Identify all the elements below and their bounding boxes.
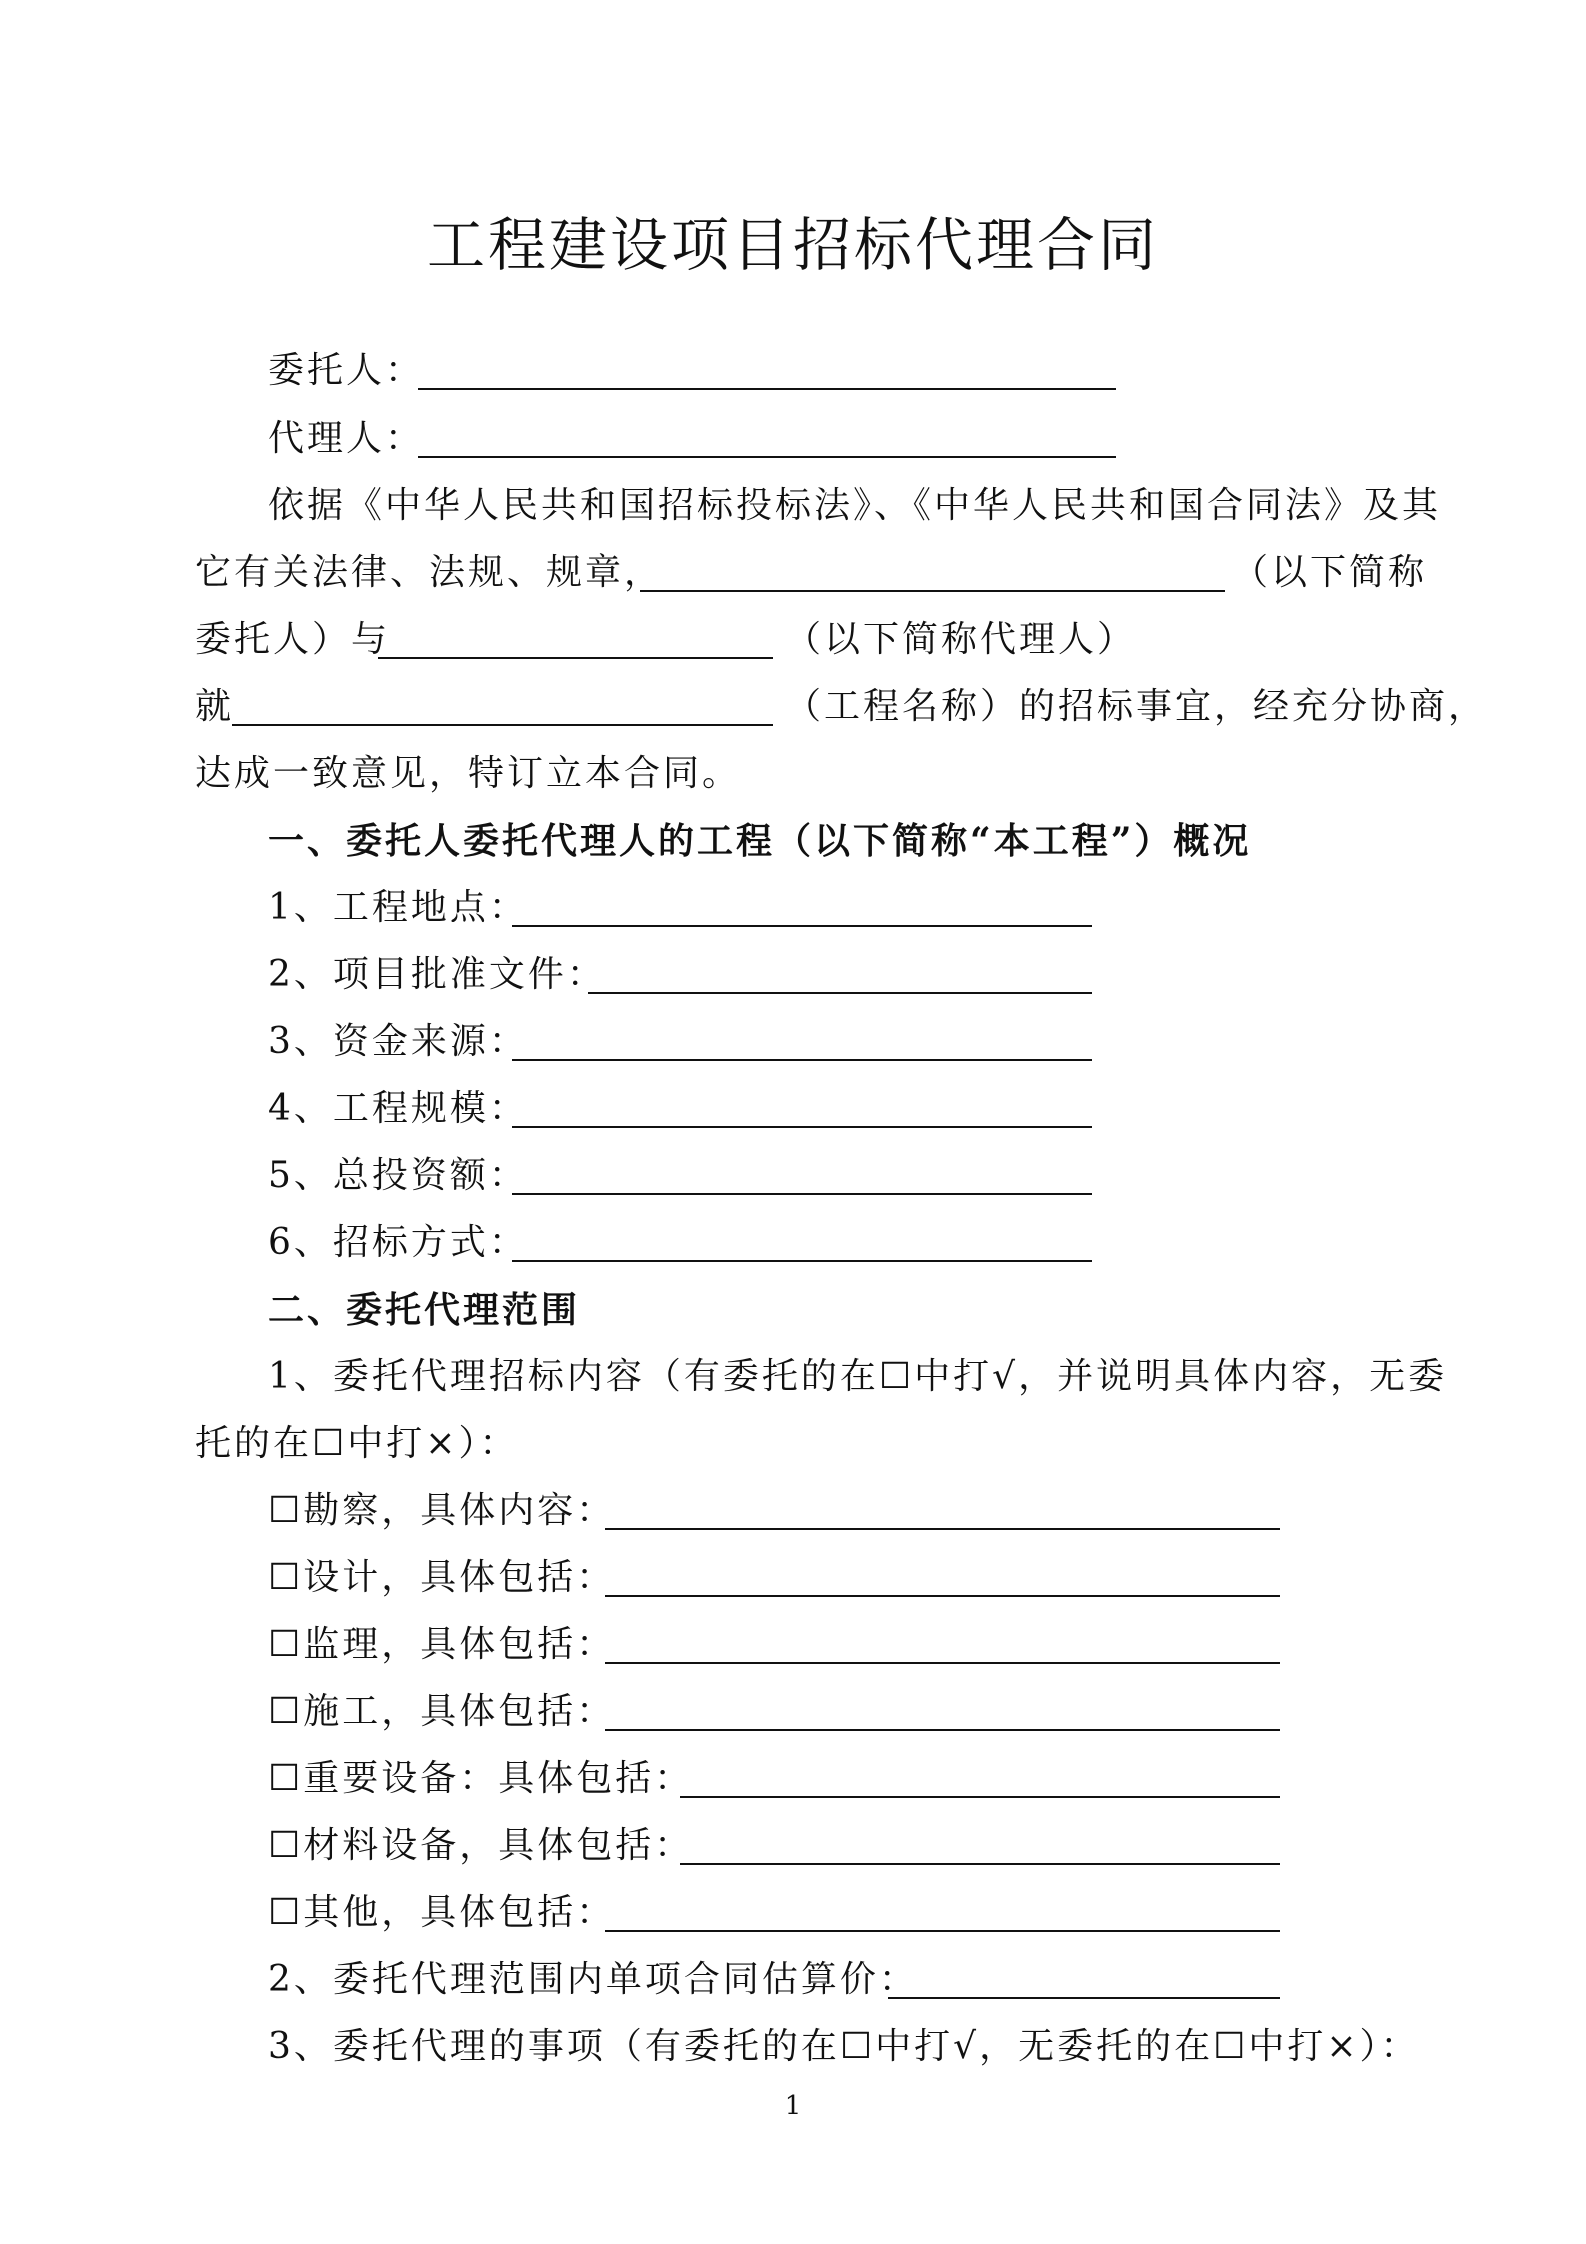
preamble-line-5: 达成一致意见，特订立本合同。 — [195, 753, 742, 794]
agent-field[interactable] — [418, 456, 1116, 458]
preamble-line-2a: 它有关法律、法规、规章， — [195, 552, 664, 593]
principal-name-field[interactable] — [640, 590, 1225, 592]
section-1-heading: 一、委托人委托代理人的工程（以下简称“本工程”）概况 — [268, 820, 1252, 862]
total-investment-label: 5、总投资额： — [268, 1155, 528, 1196]
option-other-label[interactable]: ☐其他，具体包括： — [268, 1892, 616, 1933]
project-location-field[interactable] — [512, 925, 1092, 927]
preamble-line-3b: （以下简称代理人） — [785, 619, 1137, 660]
principal-label: 委托人： — [268, 350, 425, 391]
option-construction-field[interactable] — [605, 1729, 1280, 1731]
section-2-heading: 二、委托代理范围 — [268, 1289, 581, 1331]
project-name-field[interactable] — [232, 724, 773, 726]
option-construction-label[interactable]: ☐施工，具体包括： — [268, 1691, 616, 1732]
agent-name-field[interactable] — [378, 657, 773, 659]
estimated-price-field[interactable] — [888, 1997, 1280, 1999]
approval-document-label: 2、项目批准文件： — [268, 954, 606, 995]
approval-document-field[interactable] — [588, 992, 1092, 994]
scope-item-1-line-1: 1、委托代理招标内容（有委托的在☐中打√，并说明具体内容，无委 — [268, 1356, 1448, 1397]
page-number: 1 — [784, 2091, 802, 2121]
option-materials-field[interactable] — [680, 1863, 1280, 1865]
scope-item-1-line-2: 托的在☐中打×）： — [195, 1423, 519, 1464]
total-investment-field[interactable] — [512, 1193, 1092, 1195]
preamble-line-2b: （以下简称 — [1232, 552, 1428, 593]
option-key-equipment-label[interactable]: ☐重要设备：具体包括： — [268, 1758, 694, 1799]
principal-field[interactable] — [418, 388, 1116, 390]
option-design-field[interactable] — [605, 1595, 1280, 1597]
agency-matters-label: 3、委托代理的事项（有委托的在☐中打√，无委托的在☐中打×）： — [268, 2026, 1420, 2067]
agent-label: 代理人： — [268, 418, 425, 459]
funding-source-field[interactable] — [512, 1059, 1092, 1061]
preamble-line-4b: （工程名称）的招标事宜，经充分协商， — [785, 686, 1488, 727]
option-survey-field[interactable] — [605, 1528, 1280, 1530]
option-supervision-label[interactable]: ☐监理，具体包括： — [268, 1624, 616, 1665]
funding-source-label: 3、资金来源： — [268, 1021, 528, 1062]
preamble-line-3a: 委托人）与 — [195, 619, 391, 660]
option-supervision-field[interactable] — [605, 1662, 1280, 1664]
option-other-field[interactable] — [605, 1930, 1280, 1932]
project-location-label: 1、工程地点： — [268, 887, 528, 928]
tender-method-field[interactable] — [512, 1260, 1092, 1262]
estimated-price-label: 2、委托代理范围内单项合同估算价： — [268, 1959, 918, 2000]
tender-method-label: 6、招标方式： — [268, 1222, 528, 1263]
project-scale-field[interactable] — [512, 1126, 1092, 1128]
project-scale-label: 4、工程规模： — [268, 1088, 528, 1129]
option-key-equipment-field[interactable] — [680, 1796, 1280, 1798]
option-materials-label[interactable]: ☐材料设备，具体包括： — [268, 1825, 694, 1866]
option-design-label[interactable]: ☐设计，具体包括： — [268, 1557, 616, 1598]
document-title: 工程建设项目招标代理合同 — [426, 211, 1159, 279]
preamble-line-4a: 就 — [195, 686, 235, 727]
option-survey-label[interactable]: ☐勘察，具体内容： — [268, 1490, 616, 1531]
preamble-line-1: 依据《中华人民共和国招标投标法》、《中华人民共和国合同法》及其 — [268, 485, 1442, 526]
